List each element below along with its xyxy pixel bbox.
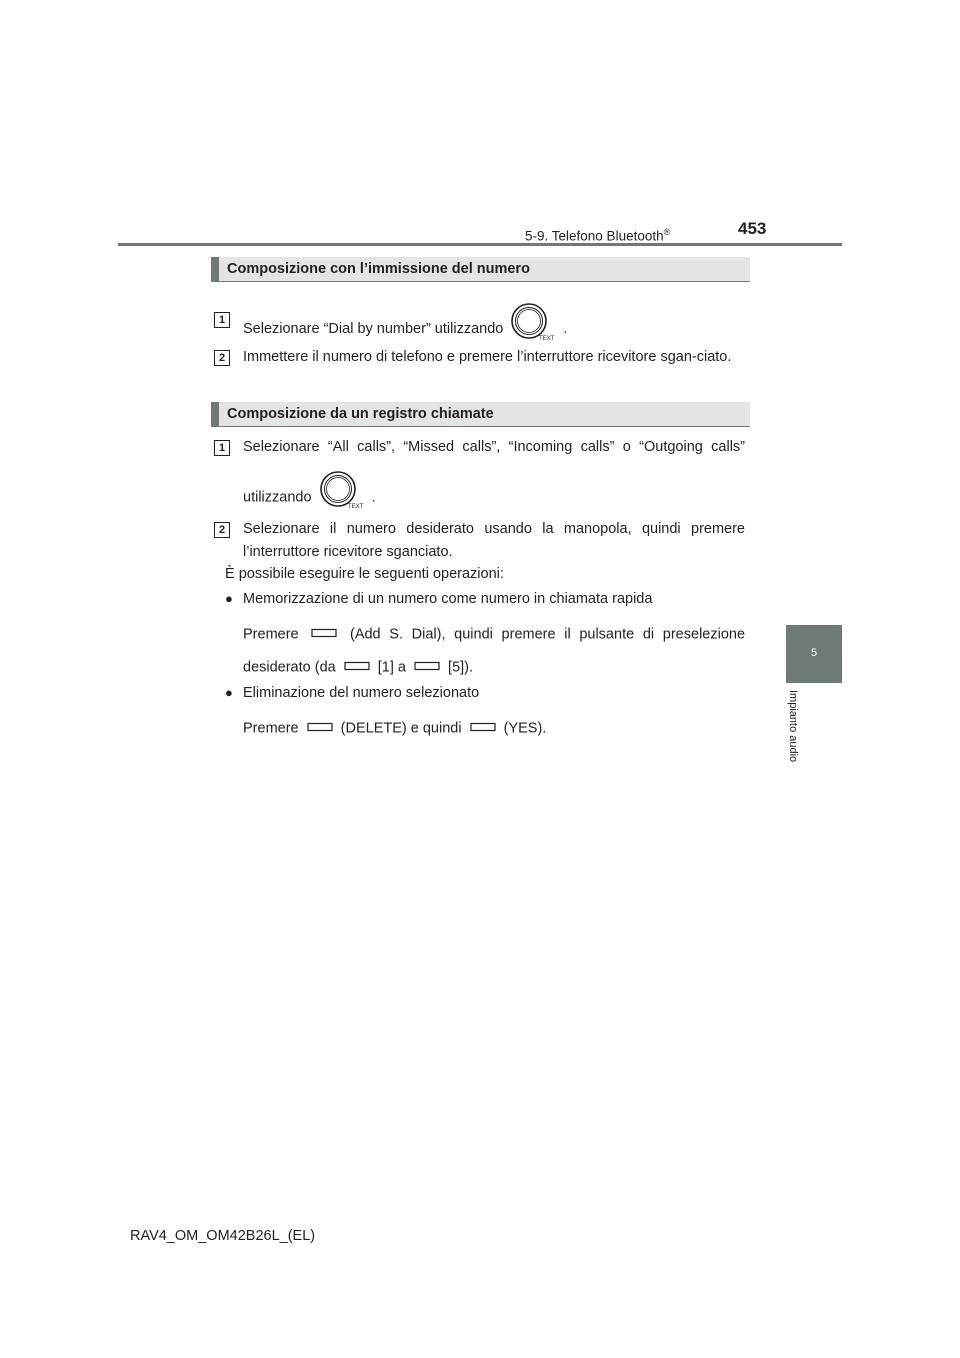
bullet-2: ● xyxy=(225,685,233,700)
section-heading-dial-by-number: Composizione con l’immissione del numero xyxy=(211,257,750,282)
page-number: 453 xyxy=(738,219,767,238)
step-1b-line1: Selezionare “All calls”, “Missed calls”, “Incoming calls” o “Outgoing calls” xyxy=(243,439,745,455)
chapter-tab xyxy=(786,625,842,683)
step-number-2: 2 xyxy=(214,350,230,366)
step-1b-line2: utilizzando TEXT . xyxy=(243,470,745,525)
step-number-2b: 2 xyxy=(214,522,230,538)
header-divider xyxy=(118,243,842,246)
knob-text-label: TEXT xyxy=(347,504,363,510)
bullet-1: ● xyxy=(225,591,233,606)
operation-1-title: Memorizzazione di un numero come numero in chiamata rapida xyxy=(243,591,653,607)
operation-1-line2: desiderato (da [1] a [5]). xyxy=(243,656,745,679)
knob-text-label: TEXT xyxy=(539,336,555,341)
step-2b-text: Selezionare il numero desiderato usando la manopola, quindi premere l’interruttore ricevitore sganciato. xyxy=(243,521,745,560)
step-number-1b: 1 xyxy=(214,440,230,456)
operation-1-line1: Premere (Add S. Dial), quindi premere il pulsante di preselezione xyxy=(243,623,745,646)
section-label: 5-9. Telefono Bluetooth® xyxy=(525,227,671,244)
operations-intro: È possibile eseguire le seguenti operazioni: xyxy=(225,566,504,582)
step-2-text: Immettere il numero di telefono e premere l’interruttore ricevitore sgan-ciato. xyxy=(243,349,732,365)
manual-code: RAV4_OM_OM42B26L_(EL) xyxy=(130,1228,316,1244)
preset-button-icon xyxy=(311,623,337,646)
chapter-number: 5 xyxy=(810,647,818,659)
registered-mark: ® xyxy=(663,227,671,237)
preset-button-icon xyxy=(344,656,370,679)
operation-2-title: Eliminazione del numero selezionato xyxy=(243,685,480,701)
step-1-text: Selezionare “Dial by number” utilizzando TEXT . xyxy=(243,303,745,355)
section-heading-call-log: Composizione da un registro chiamate xyxy=(211,402,750,427)
preset-button-icon xyxy=(307,717,333,740)
page-header xyxy=(0,0,960,250)
tune-select-knob-icon xyxy=(316,470,368,525)
step-number-1: 1 xyxy=(214,312,230,328)
operation-2-line: Premere (DELETE) e quindi (YES). xyxy=(243,717,745,740)
preset-button-icon xyxy=(414,656,440,679)
chapter-title: Impianto audio xyxy=(787,690,799,763)
preset-button-icon xyxy=(470,717,496,740)
